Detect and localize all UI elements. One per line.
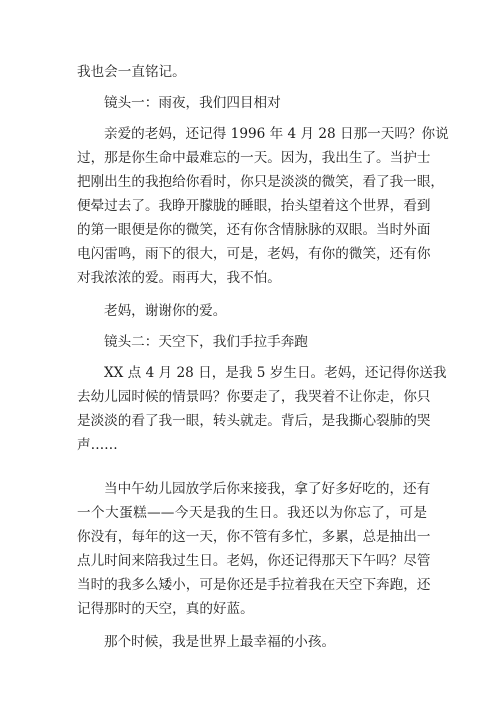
text-line: 我也会一直铭记。 — [77, 64, 186, 80]
text-line: 的第一眼便是你的微笑，还有你含情脉脉的双眼。当时外面 — [77, 222, 431, 238]
section-heading: 镜头一：雨夜，我们四目相对 — [104, 95, 281, 111]
text-line: 去幼儿园时候的情景吗？你要走了，我哭着不让你走，你只 — [77, 389, 431, 405]
text-line: 你没有，每年的这一天，你不管有多忙，多累，总是抽出一 — [77, 529, 431, 545]
text-line: 便晕过去了。我睁开朦胧的睡眼，抬头望着这个世界，看到 — [77, 198, 431, 214]
text-line: 当时的我多么矮小，可是你还是手拉着我在天空下奔跑，还 — [77, 577, 431, 593]
text-line: 亲爱的老妈，还记得 1996 年 4 月 28 日那一天吗？你说 — [104, 126, 449, 142]
text-line: 那个时候，我是世界上最幸福的小孩。 — [104, 634, 336, 650]
text-line: 记得那时的天空，真的好蓝。 — [77, 601, 254, 617]
text-line: 一个大蛋糕——今天是我的生日。我还以为你忘了，可是 — [77, 505, 427, 521]
text-line: 当中午幼儿园放学后你来接我，拿了好多好吃的，还有 — [104, 481, 431, 497]
text-line: 把刚出生的我抱给你看时，你只是淡淡的微笑，看了我一眼， — [77, 174, 445, 190]
text-line: 对我浓浓的爱。雨再大，我不怕。 — [77, 270, 281, 286]
text-line: XX 点 4 月 28 日，是我 5 岁生日。老妈，还记得你送我 — [104, 365, 447, 381]
text-line: 是淡淡的看了我一眼，转头就走。背后，是我撕心裂肺的哭 — [77, 413, 431, 429]
text-line: 声…… — [77, 437, 118, 453]
text-line: 点儿时间来陪我过生日。老妈，你还记得那天下午吗？尽管 — [77, 553, 431, 569]
section-heading: 镜头二：天空下，我们手拉手奔跑 — [104, 334, 308, 350]
text-line: 老妈，谢谢你的爱。 — [104, 303, 227, 319]
text-line: 电闪雷鸣，雨下的很大，可是，老妈，有你的微笑，还有你 — [77, 246, 431, 262]
text-line: 过，那是你生命中最难忘的一天。因为，我出生了。当护士 — [77, 150, 431, 166]
